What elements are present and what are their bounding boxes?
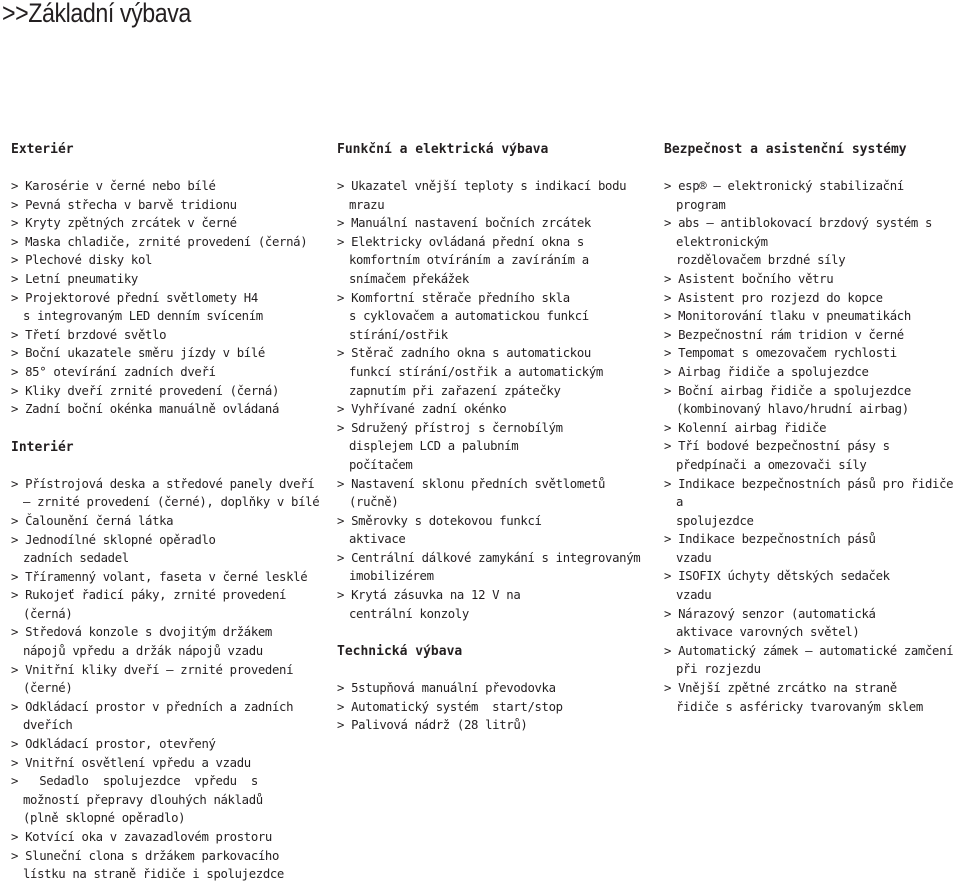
column-safety bbox=[664, 141, 960, 716]
list-item-funkcni: > Vyhřívané zadní okénko bbox=[337, 400, 649, 419]
section-heading-bezpecnost: Bezpečnost a asistenční systémy bbox=[664, 142, 907, 157]
list-item-interier: > Kotvící oka v zavazadlovém prostoru bbox=[11, 828, 321, 847]
list-item-exterier: > Karosérie v černé nebo bílé bbox=[11, 177, 321, 196]
list-item-bezpecnost: > Kolenní airbag řidiče bbox=[664, 419, 960, 438]
list-item-bezpecnost: > Indikace bezpečnostních pásů vzadu bbox=[664, 530, 960, 567]
list-item-technicka: > 5stupňová manuální převodovka bbox=[337, 679, 649, 698]
list-item-bezpecnost: > Automatický zámek – automatické zamčení při rozjezdu bbox=[664, 642, 960, 679]
section-heading-exterier: Exteriér bbox=[11, 142, 74, 157]
list-item-funkcni: > Stěrač zadního okna s automatickou funkcí stírání/ostřik a automatickým zapnutím při zařazení zpátečky bbox=[337, 344, 649, 400]
list-item-bezpecnost: > Airbag řidiče a spolujezdce bbox=[664, 363, 960, 382]
list-item-funkcni: > Komfortní stěrače předního skla s cyklovačem a automatickou funkcí stírání/ostřik bbox=[337, 289, 649, 345]
list-item-exterier: > Boční ukazatele směru jízdy v bílé bbox=[11, 344, 321, 363]
list-item-bezpecnost: > abs – antiblokovací brzdový systém s elektronickým rozdělovačem brzdné síly bbox=[664, 214, 960, 270]
list-item-interier: > Přístrojová deska a středové panely dveří – zrnité provedení (černé), doplňky v bílé bbox=[11, 475, 321, 512]
list-technicka bbox=[337, 679, 649, 735]
list-item-funkcni: > Elektricky ovládaná přední okna s komfortním otvíráním a zavíráním a snímačem překážek bbox=[337, 233, 649, 289]
list-item-funkcni: > Centrální dálkové zamykání s integrovaným imobilizérem bbox=[337, 549, 649, 586]
list-item-bezpecnost: > Vnější zpětné zrcátko na straně řidiče s asféricky tvarovaným sklem bbox=[664, 679, 960, 716]
list-item-interier: > Rukojeť řadicí páky, zrnité provedení (černá) bbox=[11, 586, 321, 623]
list-item-funkcni: > Sdružený přístroj s černobílým displejem LCD a palubním počítačem bbox=[337, 419, 649, 475]
list-item-bezpecnost: > ISOFIX úchyty dětských sedaček vzadu bbox=[664, 567, 960, 604]
list-item-bezpecnost: > Tří bodové bezpečnostní pásy s předpínači a omezovači síly bbox=[664, 437, 960, 474]
list-item-interier: > Sluneční clona s držákem parkovacího lístku na straně řidiče i spolujezdce bbox=[11, 847, 321, 884]
list-item-technicka: > Automatický systém start/stop bbox=[337, 698, 649, 717]
list-item-exterier: > Projektorové přední světlomety H4 s integrovaným LED denním svícením bbox=[11, 289, 321, 326]
list-item-interier: > Sedadlo spolujezdce vpředu s možností přepravy dlouhých nákladů (plně sklopné opěradlo) bbox=[11, 772, 321, 828]
list-item-funkcni: > Ukazatel vnější teploty s indikací bodu mrazu bbox=[337, 177, 649, 214]
list-funkcni bbox=[337, 177, 649, 623]
list-item-interier: > Středová konzole s dvojitým držákem nápojů vpředu a držák nápojů vzadu bbox=[11, 623, 321, 660]
list-item-exterier: > 85° otevírání zadních dveří bbox=[11, 363, 321, 382]
list-item-interier: > Odkládací prostor v předních a zadních dveřích bbox=[11, 698, 321, 735]
column-exterior-interior bbox=[11, 141, 321, 884]
list-item-exterier: > Pevná střecha v barvě tridionu bbox=[11, 196, 321, 215]
list-item-bezpecnost: > Monitorování tlaku v pneumatikách bbox=[664, 307, 960, 326]
page-title: >>Základní výbava bbox=[2, 0, 191, 28]
list-item-bezpecnost: > Bezpečnostní rám tridion v černé bbox=[664, 326, 960, 345]
list-interier bbox=[11, 475, 321, 884]
list-item-bezpecnost: > Nárazový senzor (automatická aktivace varovných světel) bbox=[664, 605, 960, 642]
list-item-bezpecnost: > Boční airbag řidiče a spolujezdce (kombinovaný hlavo/hrudní airbag) bbox=[664, 382, 960, 419]
list-item-technicka: > Palivová nádrž (28 litrů) bbox=[337, 716, 649, 735]
list-item-bezpecnost: > Asistent bočního větru bbox=[664, 270, 960, 289]
list-item-bezpecnost: > Asistent pro rozjezd do kopce bbox=[664, 289, 960, 308]
list-item-funkcni: > Nastavení sklonu předních světlometů (ručně) bbox=[337, 475, 649, 512]
list-item-interier: > Čalounění černá látka bbox=[11, 512, 321, 531]
list-item-exterier: > Třetí brzdové světlo bbox=[11, 326, 321, 345]
list-bezpecnost bbox=[664, 177, 960, 716]
list-item-exterier: > Plechové disky kol bbox=[11, 251, 321, 270]
list-item-exterier: > Kliky dveří zrnité provedení (černá) bbox=[11, 382, 321, 401]
list-item-interier: > Vnitřní osvětlení vpředu a vzadu bbox=[11, 754, 321, 773]
list-item-bezpecnost: > Indikace bezpečnostních pásů pro řidiče a spolujezdce bbox=[664, 475, 960, 531]
list-item-exterier: > Letní pneumatiky bbox=[11, 270, 321, 289]
list-item-bezpecnost: > Tempomat s omezovačem rychlosti bbox=[664, 344, 960, 363]
list-exterier bbox=[11, 177, 321, 419]
list-item-interier: > Tříramenný volant, faseta v černé lesklé bbox=[11, 568, 321, 587]
list-item-interier: > Vnitřní kliky dveří – zrnité provedení (černé) bbox=[11, 661, 321, 698]
list-item-interier: > Odkládací prostor, otevřený bbox=[11, 735, 321, 754]
list-item-bezpecnost: > esp® – elektronický stabilizační program bbox=[664, 177, 960, 214]
section-heading-interier: Interiér bbox=[11, 439, 74, 455]
section-heading-funkcni: Funkční a elektrická výbava bbox=[337, 142, 549, 157]
list-item-funkcni: > Směrovky s dotekovou funkcí aktivace bbox=[337, 512, 649, 549]
list-item-exterier: > Maska chladiče, zrnité provedení (černá) bbox=[11, 233, 321, 252]
list-item-exterier: > Zadní boční okénka manuálně ovládaná bbox=[11, 400, 321, 419]
list-item-funkcni: > Krytá zásuvka na 12 V na centrální konzoly bbox=[337, 586, 649, 623]
list-item-funkcni: > Manuální nastavení bočních zrcátek bbox=[337, 214, 649, 233]
list-item-interier: > Jednodílné sklopné opěradlo zadních sedadel bbox=[11, 531, 321, 568]
list-item-exterier: > Kryty zpětných zrcátek v černé bbox=[11, 214, 321, 233]
section-heading-technicka: Technická výbava bbox=[337, 644, 463, 660]
column-functional-technical bbox=[337, 141, 649, 735]
